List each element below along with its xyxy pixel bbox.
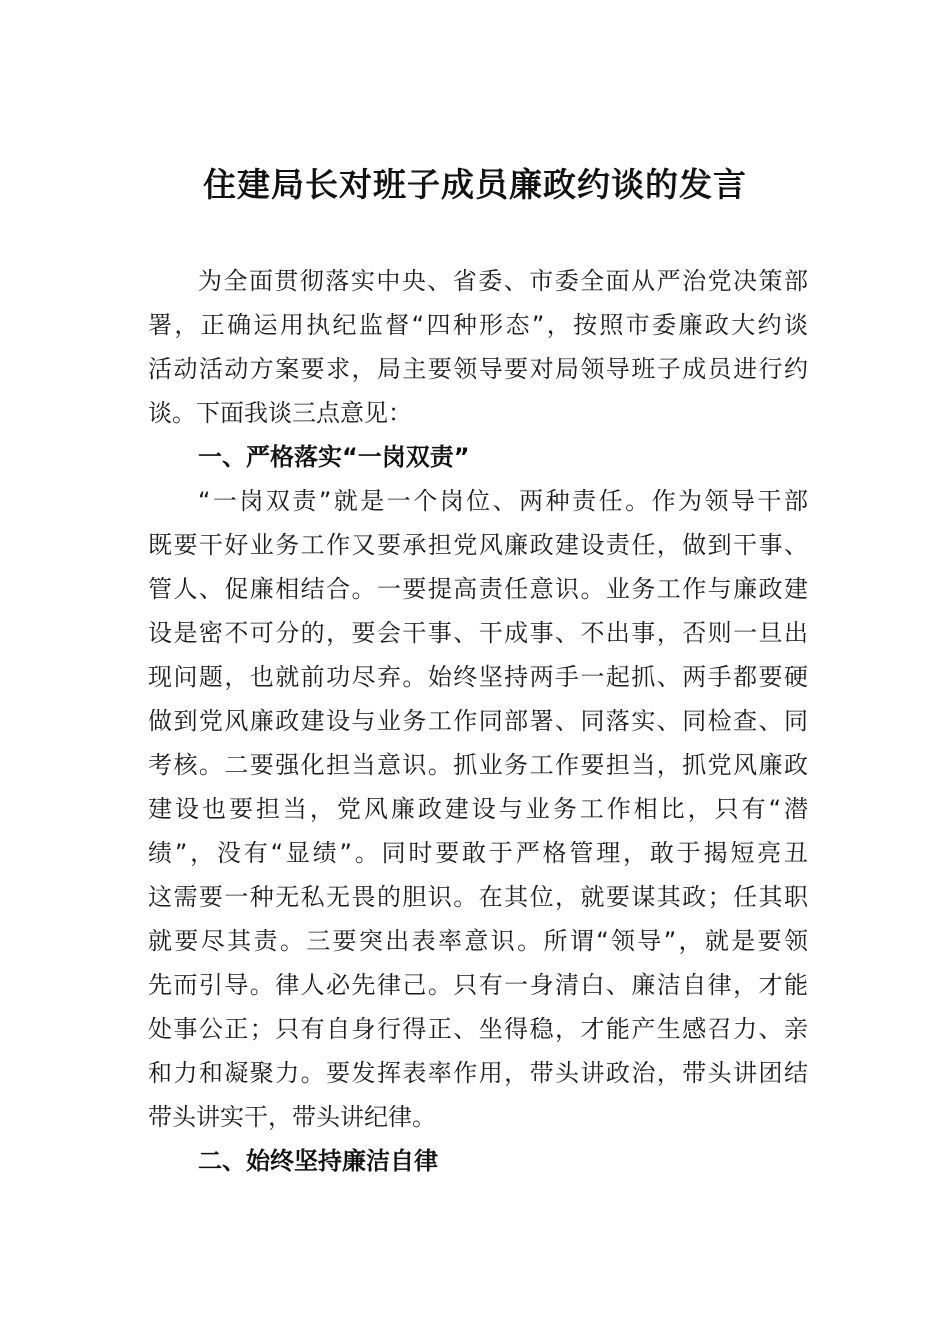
- intro-line-1: 为全面贯彻落实中央、省委、市委全面从严治党决策部: [198, 267, 808, 295]
- section1-line-3: 管人、促廉相结合。一要提高责任意识。业务工作与廉政建: [148, 575, 808, 603]
- section1-line-7: 考核。二要强化担当意识。抓业务工作要担当，抓党风廉政: [148, 751, 808, 779]
- intro-line-2: 署，正确运用执纪监督“四种形态”，按照市委廉政大约谈: [148, 311, 808, 339]
- section1-line-5: 现问题，也就前功尽弃。始终坚持两手一起抓、两手都要硬: [148, 663, 808, 691]
- section-heading-1: 一、严格落实“一岗双责”: [198, 443, 470, 471]
- section1-line-14: 和力和凝聚力。要发挥表率作用，带头讲政治，带头讲团结: [148, 1059, 808, 1087]
- intro-line-4: 谈。下面我谈三点意见：: [148, 399, 412, 427]
- section-heading-2: 二、始终坚持廉洁自律: [198, 1147, 438, 1175]
- section1-line-1: “一岗双责”就是一个岗位、两种责任。作为领导干部: [198, 487, 808, 515]
- section1-line-9: 绩”，没有“显绩”。同时要敢于严格管理，敢于揭短亮丑: [148, 839, 808, 867]
- section1-line-2: 既要干好业务工作又要承担党风廉政建设责任，做到干事、: [148, 531, 808, 559]
- document-title: 住建局长对班子成员廉政约谈的发言: [203, 165, 747, 204]
- section1-line-6: 做到党风廉政建设与业务工作同部署、同落实、同检查、同: [148, 707, 808, 735]
- section1-line-8: 建设也要担当，党风廉政建设与业务工作相比，只有“潜: [148, 795, 808, 823]
- section1-line-10: 这需要一种无私无畏的胆识。在其位，就要谋其政；任其职: [148, 883, 808, 911]
- section1-line-11: 就要尽其责。三要突出表率意识。所谓“领导”，就是要领: [148, 927, 808, 955]
- section1-line-13: 处事公正；只有自身行得正、坐得稳，才能产生感召力、亲: [148, 1015, 808, 1043]
- intro-line-3: 活动活动方案要求，局主要领导要对局领导班子成员进行约: [148, 355, 808, 383]
- section1-line-12: 先而引导。律人必先律己。只有一身清白、廉洁自律，才能: [148, 971, 808, 999]
- section1-line-4: 设是密不可分的，要会干事、干成事、不出事，否则一旦出: [148, 619, 808, 647]
- section1-line-15: 带头讲实干，带头讲纪律。: [148, 1103, 436, 1131]
